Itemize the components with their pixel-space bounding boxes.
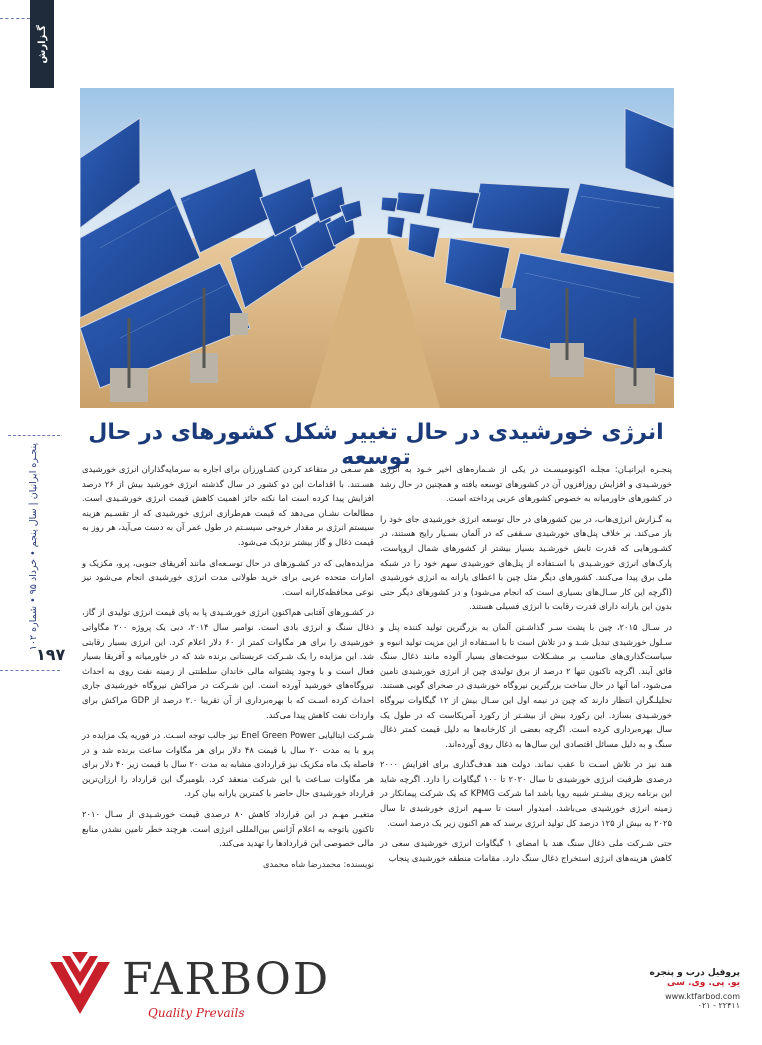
article-column-left [82, 462, 374, 877]
paragraph: به گـزارش انرژی‌هاب، در بین کشورهای در حال توسعه انرژی خورشیدی جای خود را باز می‌کند. بر خلاف پنل‌های خورشیدی سـقفی که در آلمان بسـیار رایج هستند، در کشـورهایی که قدرت تابش خورشـید بسیار بیشتر از کشورهای شمال اروپاست، پارک‌های انرژی خورشـیدی با اسـتفاده از پنل‌های خورشیدی سهم خود را در شبکه ملی برق پیدا می‌کنند. کشورهای دیگر مثل چین با اعطای یارانه به انرژی خورشیدی (اگرچه این کار سـال‌های بسیاری است که انجام می‌شود) و در کشورهای دیگر حتی بدون این یارانه دارای قدرت رقابت با انرژی فسیلی هستند. [380, 513, 672, 612]
ad-product-line: پروفیل درب و پنجره [649, 968, 740, 978]
paragraph: هند نیز در تلاش اسـت تا عقب نماند. دولت هند هدف‌گذاری برای افزایش ۲۰۰۰ درصدی ظرفیت انرژی خورشیدی تا سال ۲۰۲۰ تا ۱۰۰ گیگاوات را دارد. اگرچه شاید این برنامه ریزی بیشـتر شبیه رویا باشد اما شرکت KPMG که یک شرکت پیمانکار در زمینه انرژی خورشیدی می‌باشد، امیدوار است تا سـهم انرژی خورشیدی تا سال ۲۰۲۵ به بیش از ۱۲۵ درصد کل تولید انرژی برسد که هم اکنون زیر یک درصد است. [380, 759, 672, 828]
ad-website[interactable]: www.ktfarbod.com [665, 992, 740, 1001]
paragraph: در کشـورهای آفتابی هم‌اکنون انرژی خورشـیدی پا به پای قیمت انرژی تولیدی از گاز، ذغال سنگ و انرژی بادی است. نوامبر سال ۲۰۱۴، دبی یک پروژه ۲۰۰ مگاواتی خورشیدی را برای هر مگاوات کمتر از ۶۰ دلار اعلام کرد. این انرژی بسیار رقابتی شد. این مزایده را یک شـرکت عربستانی برنده شد که در خاورمیانه و آفریقا بسیار فعال است و با وجود پشتوانه مالی خاندان سلطنتی از زمینه نفت روی به احداث نیروگاه‌های خورشید آورده است. این شـرکت در مراکش نیروگاه خورشیدی جاری احداث کرده اسـت که با بهره‌برداری از آن تقریبا ۲.۰ درصد از GDP مراکش برای واردات نفت کاهش پیدا می‌کند. [82, 607, 374, 720]
ad-product-type: یو. پی. وی. سی [667, 978, 740, 988]
paragraph: متغیـر مهـم در این قرارداد کاهش ۸۰ درصدی قیمت خورشـیدی از سـال ۲۰۱۰ تاکنون باتوجه به اعلام آژانس بین‌المللی انرژی است. هرچند خطر تامین نشدن منابع مالی خصوصی این قراردادها را تهدید می‌کند. [82, 809, 374, 849]
issue-line: پنجـره ایرانیان | سال پنجم • خرداد ۹۵ • شماره ۱۰۲ [28, 443, 39, 651]
page-number: ۱۹۷ [36, 645, 66, 664]
page-number-rule [0, 670, 60, 671]
side-issue-info [8, 435, 60, 651]
paragraph: حتی شـرکت ملی ذغال سنگ هند با امضای ۱ گیگاوات انرژی خورشیدی سعی در کاهش هزینه‌های انرژی استخراج ذغال سنگ دارد. مقامات منطقه خورشیدی پنجاب [380, 838, 672, 863]
ad-contact-block [610, 968, 740, 1010]
ad-phone: ۰۲۱ - ۲۲۴۱۱ [697, 1001, 740, 1010]
farbod-logo-icon [48, 952, 112, 1024]
section-tab-label: گـزارش [36, 24, 48, 64]
article-headline: انرژی خورشیدی در حال تغییر شکل کشورهای در حال توسعه [88, 420, 664, 470]
hero-image-solar-farm [80, 88, 674, 408]
side-dash-rule [8, 435, 60, 436]
brand-name: FARBOD [122, 954, 331, 1005]
author-credit: نویسنده: محمدرضا شاه محمدی [262, 858, 374, 869]
footer-advertisement [40, 940, 740, 1040]
paragraph: شـرکت ایتالیایی Enel Green Power نیز جالب توجه اسـت. در فوریه یک مزایده در پرو با به مدت ۲۰ سال با قیمت ۴۸ دلار برای هر مگاوات ساعت برنده شد و در فاصله یک ماه مکزیک نیز قراردادی مشابه به مدت ۲۰ سال با قیمت زیر ۴۰ دلار برای هر مگاوات سـاعت با این شرکت منعقد کرد. بلومبرگ این قرارداد را ارزان‌ترین قرارداد خورشیدی حال حاضر با کمترین یارانه بیان کرد. [82, 730, 374, 799]
brand-tagline: Quality Prevails [148, 1006, 245, 1020]
paragraph: هم سـعی در متقاعد کردن کشـاورزان برای اجاره به سرمایه‌گذاران انرژی خورشیدی هسـتند. با اقدامات این دو کشور در سال گذشته انرژی خورشید بیش از ۲۶ درصد افزایش پیدا کرده است اما نکته حائز اهمیت کاهش قیمت انرژی خورشـیدی است. مطالعات نشـان می‌دهد که قیمت هم‌طرازی انرژی خورشیدی که از تقسـیم هزینه سیستم انرژی بر مقدار خروجی سیسـتم در طول عمر آن به دست می‌آید، هر روز به قیمت ذغال و گاز بیشتر نزدیک می‌شود. [82, 464, 374, 547]
paragraph: مزایده‌هایی که در کشـورهای در حال توسـعه‌ای مانند آفریقای جنوبی، پرو، مکزیک و امارات متحده عربی برای خرید طولانی مدت انرژی خورشیدی انجام می‌شود نیز نوعی محافظه‌کارانه است. [82, 557, 374, 597]
paragraph: در سـال ۲۰۱۵، چین با پشت سـر گذاشـتن آلمان به بزرگترین تولید کننده پنل و سـلول خورشیدی تبدیل شـد و در تلاش است تا با اسـتفاده از این مزیت تولید انبوه و سیاست‌گذاری‌های مناسب بر مشـکلات سوخت‌های بسیار آلوده مانند ذغال سنگ فائق آیند. اگرچه تاکنون تنها ۲ درصد از برق تولیدی چین از انرژی خورشیدی تامین می‌شود، اما آنها در حال ساخت بزرگترین نیروگاه خورشیدی در صحرای گوبی هستند. تحلیلـگران انتظار دارند که چین در نیمه اول این سـال بیش از ۱۲ گیگاوات نیروگاه خورشـیدی بسازد. این رکورد بیش از بیشـتر از رکورد آمریکاست که در طول یک سال بهره‌برداری کرده است. اگرچه بعضی از کارخانه‌ها به دلیل قیمت کمتر ذغال سنگ و به دلیل مسائل اقتصادی این سال‌ها به ذغال روی آورده‌اند. [380, 621, 672, 749]
article-column-right [380, 462, 672, 871]
top-dash-rule [0, 18, 30, 19]
paragraph: پنجـره ایرانیـان: مجلـه اکونومیسـت در یکی از شـماره‌های اخیر خـود به انرژی خورشـیدی و افزایش روزافزون آن در کشورهای توسعه یافته و همچنین در حال رشد در کشورهای خاورمیانه به خصوص کشورهای عربی پرداخته است. [380, 464, 672, 504]
section-tab [30, 0, 54, 88]
